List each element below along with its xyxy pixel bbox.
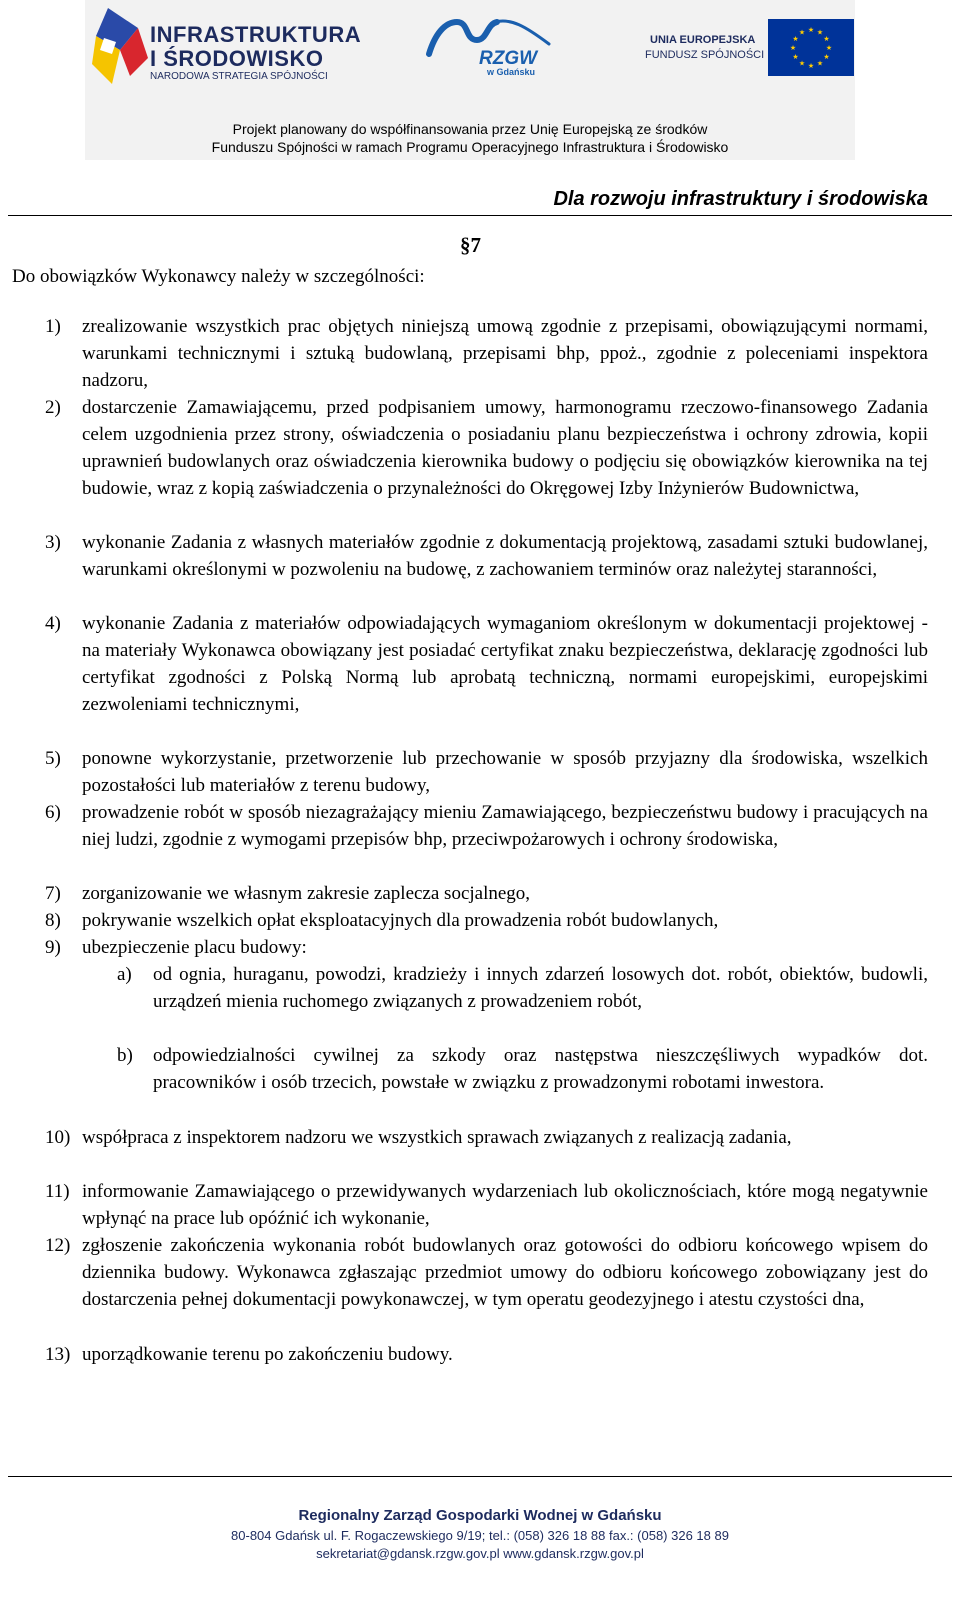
- sub-item-text: od ognia, huraganu, powodzi, kradzieży i innych zdarzeń losowych dot. robót, obiektów, budowli, urządzeń mienia ruchomego związanych z prowadzeniem robót,: [153, 964, 928, 1012]
- item-number: 13): [45, 1344, 71, 1365]
- sub-list-item: [117, 961, 928, 1015]
- item-text: pokrywanie wszelkich opłat eksploatacyjnych dla prowadzenia robót budowlanych,: [82, 910, 719, 931]
- footer-rule: [8, 1476, 952, 1477]
- item-text: wykonanie Zadania z własnych materiałów zgodnie z dokumentacją projektową, zasadami sztuki budowlanej, warunkami określonymi w pozwoleniu na budowę, z zachowaniem terminów oraz należytej staranności,: [82, 532, 928, 580]
- list-item: [45, 1124, 928, 1151]
- svg-text:★: ★: [807, 26, 815, 34]
- item-text: zorganizowanie we własnym zakresie zaplecza socjalnego,: [82, 883, 531, 904]
- infrastructure-logo-icon: [90, 6, 150, 92]
- slogan: Dla rozwoju infrastruktury i środowiska: [553, 188, 928, 210]
- header-rule: [8, 215, 952, 216]
- item-text: ubezpieczenie placu budowy:: [82, 937, 307, 958]
- sub-list-item: [117, 1042, 928, 1096]
- list-item: [45, 394, 928, 502]
- item-text: dostarczenie Zamawiającemu, przed podpisaniem umowy, harmonogramu rzeczowo-finansowego Zadania celem uzgodnienia przez strony, oświadczenia o posiadaniu planu bezpieczeństwa i ochrony zdrowia, kopii uprawnień budowlanych oraz oświadczenia kierownika budowy o podjęciu się obowiązków kierownika na tej budowie, wraz z kopią zaświadczenia o przynależności do Okręgowej Izby Inżynierów Budownictwa,: [82, 397, 928, 499]
- footer-organization: Regionalny Zarząd Gospodarki Wodnej w Gdańsku: [298, 1507, 662, 1524]
- svg-text:★: ★: [823, 53, 830, 61]
- footer-contact: sekretariat@gdansk.rzgw.gov.pl www.gdansk.rzgw.gov.pl: [316, 1546, 644, 1561]
- item-number: 8): [45, 910, 61, 931]
- sub-item-text: odpowiedzialności cywilnej za szkody oraz następstwa nieszczęśliwych wypadków dot. pracowników i osób trzecich, powstałe w związku z prowadzonymi robotami inwestora.: [153, 1045, 928, 1093]
- item-text: informowanie Zamawiającego o przewidywanych wydarzeniach lub okolicznościach, które mogą negatywnie wpłynąć na prace lub opóźnić ich wykonanie,: [82, 1181, 928, 1229]
- svg-text:★: ★: [789, 44, 797, 52]
- list-item: [45, 1178, 928, 1232]
- list-item: [45, 529, 928, 583]
- item-number: 9): [45, 937, 61, 958]
- list-item: [45, 610, 928, 718]
- svg-text:★: ★: [823, 35, 830, 43]
- svg-text:★: ★: [816, 59, 824, 68]
- logo-center-subtitle: w Gdańsku: [487, 67, 536, 77]
- svg-text:★: ★: [807, 62, 815, 70]
- sub-item-letter: a): [117, 964, 132, 985]
- sub-item-letter: b): [117, 1045, 133, 1066]
- svg-text:★: ★: [792, 35, 799, 43]
- section-number: §7: [460, 233, 481, 257]
- item-text: wykonanie Zadania z materiałów odpowiadających wymaganiom określonym w dokumentacji projektowej - na materiały Wykonawca obowiązany jest posiadać certyfikat znaku bezpieczeństwa, deklarację zgodności lub certyfikat zgodności z Polską Normą lub aprobatą techniczną, normami europejskimi, europejskimi zezwoleniami technicznymi,: [82, 613, 928, 715]
- footer-address: 80-804 Gdańsk ul. F. Rogaczewskiego 9/19; tel.: (058) 326 18 88 fax.: (058) 326 18 89: [231, 1528, 729, 1543]
- logo-right-line2: FUNDUSZ SPÓJNOŚCI: [645, 49, 765, 61]
- svg-text:★: ★: [816, 28, 824, 37]
- svg-text:★: ★: [792, 53, 799, 61]
- item-number: 2): [45, 397, 61, 418]
- item-text: prowadzenie robót w sposób niezagrażający mieniu Zamawiającego, bezpieczeństwu budowy i pracujących na niej ludzi, zgodnie z wymogami przepisów bhp, przeciwpożarowych i ochrony środowiska,: [82, 802, 928, 850]
- logo-left-line1: INFRASTRUKTURA: [150, 22, 362, 47]
- list-item: [45, 313, 928, 394]
- item-text: współpraca z inspektorem nadzoru we wszystkich sprawach związanych z realizacją zadania,: [82, 1127, 792, 1148]
- item-text: zgłoszenie zakończenia wykonania robót budowlanych oraz gotowości do odbioru końcowego wpisem do dziennika budowy. Wykonawca zgłaszając przedmiot umowy do odbioru końcowego zobowiązany jest do dostarczenia pełnej dokumentacji powykonawczej, w tym operatu geodezyjnego i atestu czystości dna,: [82, 1235, 928, 1310]
- item-number: 12): [45, 1235, 71, 1256]
- item-number: 11): [45, 1181, 70, 1202]
- intro-text: Do obowiązków Wykonawcy należy w szczególności:: [12, 266, 425, 287]
- logo-right-line1: UNIA EUROPEJSKA: [650, 34, 756, 46]
- list-item: [45, 934, 928, 961]
- svg-text:★: ★: [798, 28, 806, 37]
- list-item: [45, 907, 928, 934]
- item-text: uporządkowanie terenu po zakończeniu budowy.: [82, 1344, 453, 1365]
- item-number: 1): [45, 316, 61, 337]
- item-number: 3): [45, 532, 61, 553]
- list-item: [45, 1341, 928, 1368]
- item-text: zrealizowanie wszystkich prac objętych niniejszą umową zgodnie z przepisami, obowiązującymi normami, warunkami technicznymi i sztuką budowlaną, przepisami bhp, ppoż., zgodnie z poleceniami inspektora nadzoru,: [82, 316, 928, 391]
- item-number: 6): [45, 802, 61, 823]
- logo-left-line2: I ŚRODOWISKO: [150, 46, 324, 71]
- item-number: 10): [45, 1127, 71, 1148]
- logo-center-title: RZGW: [479, 48, 538, 69]
- item-number: 5): [45, 748, 61, 769]
- svg-text:★: ★: [798, 59, 806, 68]
- svg-text:★: ★: [825, 44, 833, 52]
- item-number: 7): [45, 883, 61, 904]
- eu-flag-icon: [768, 19, 854, 76]
- list-item: [45, 799, 928, 853]
- item-number: 4): [45, 613, 61, 634]
- item-text: ponowne wykorzystanie, przetworzenie lub przechowanie w sposób przyjazny dla środowiska, wszelkich pozostałości lub materiałów z terenu budowy,: [82, 748, 928, 796]
- project-funding-line2: Funduszu Spójności w ramach Programu Operacyjnego Infrastruktura i Środowisko: [211, 139, 729, 155]
- project-funding-line1: Projekt planowany do współfinansowania przez Unię Europejską ze środków: [232, 121, 708, 137]
- list-item: [45, 1232, 928, 1313]
- logo-left-line3: NARODOWA STRATEGIA SPÓJNOŚCI: [150, 71, 328, 82]
- list-item: [45, 880, 928, 907]
- list-item: [45, 745, 928, 799]
